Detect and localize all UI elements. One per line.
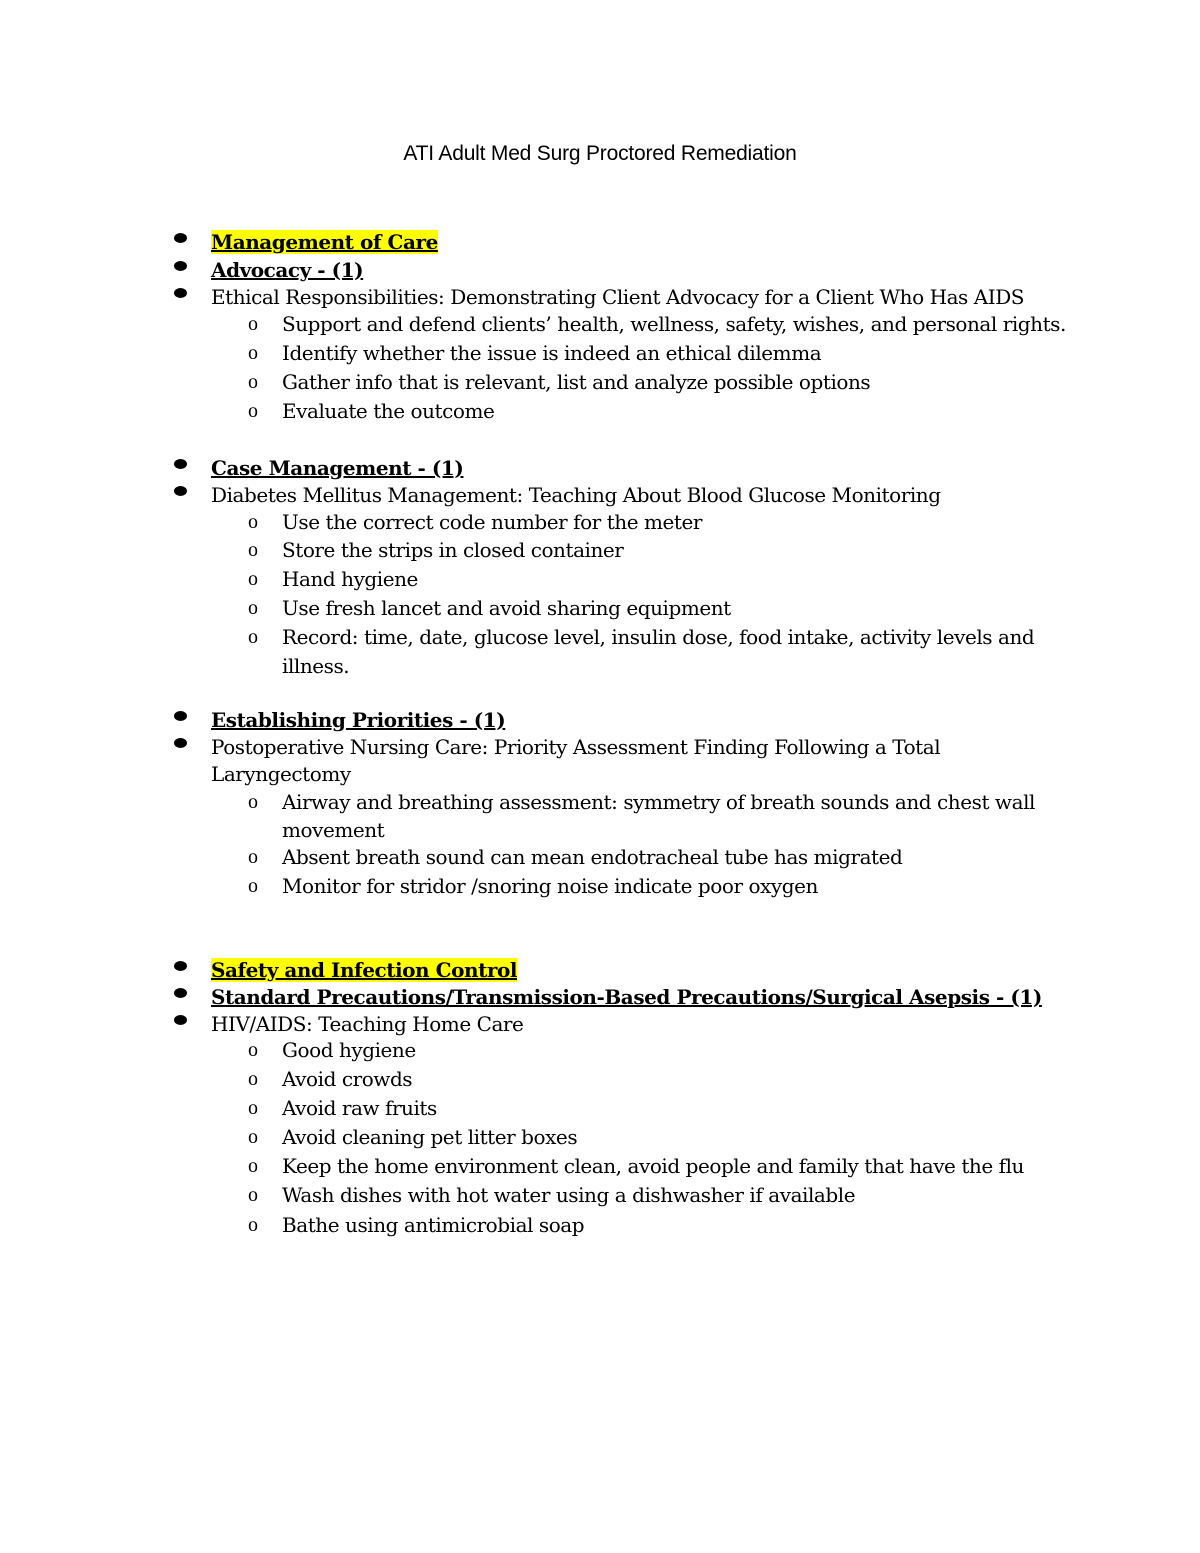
sub-bullet-icon: o (248, 1039, 258, 1061)
point-text: Bathe using antimicrobial soap (282, 1213, 585, 1237)
bullet-icon (174, 261, 187, 271)
point-text: Record: time, date, glucose level, insulin dose, food intake, activity levels and (282, 625, 1035, 649)
point-text: Gather info that is relevant, list and analyze possible options (282, 370, 871, 394)
point-text: Use fresh lancet and avoid sharing equipment (282, 596, 731, 620)
sub-bullet-icon: o (248, 846, 258, 868)
bullet-icon (174, 738, 187, 748)
point-text: Wash dishes with hot water using a dishwasher if available (282, 1183, 856, 1207)
bullet-icon (174, 988, 187, 998)
point-text: Monitor for stridor /snoring noise indicate poor oxygen (282, 874, 818, 898)
point-text: Good hygiene (282, 1038, 416, 1062)
point-text: Avoid cleaning pet litter boxes (282, 1125, 578, 1149)
bullet-icon (174, 961, 187, 971)
point-text-continued: illness. (282, 654, 350, 678)
point-text: Evaluate the outcome (282, 399, 495, 423)
sub-bullet-icon: o (248, 400, 258, 422)
sub-bullet-icon: o (248, 371, 258, 393)
sub-bullet-icon: o (248, 1214, 258, 1236)
sub-bullet-icon: o (248, 1126, 258, 1148)
sub-bullet-icon: o (248, 1097, 258, 1119)
bullet-icon (174, 1015, 187, 1025)
sub-bullet-icon: o (248, 791, 258, 813)
point-text: Identify whether the issue is indeed an ethical dilemma (282, 341, 822, 365)
point-text-continued: movement (282, 818, 385, 842)
sub-bullet-icon: o (248, 597, 258, 619)
item-text: HIV/AIDS: Teaching Home Care (211, 1012, 524, 1036)
sub-bullet-icon: o (248, 626, 258, 648)
category-label: Safety and Infection Control (211, 958, 517, 982)
topic-heading: Standard Precautions/Transmission-Based Precautions/Surgical Asepsis - (1) (211, 985, 1042, 1009)
sub-bullet-icon: o (248, 313, 258, 335)
page-title: ATI Adult Med Surg Proctored Remediation (403, 142, 797, 165)
sub-bullet-icon: o (248, 342, 258, 364)
item-text: Diabetes Mellitus Management: Teaching About Blood Glucose Monitoring (211, 483, 941, 507)
point-text: Store the strips in closed container (282, 538, 624, 562)
point-text: Use the correct code number for the meter (282, 510, 702, 534)
point-text: Avoid crowds (282, 1067, 413, 1091)
sub-bullet-icon: o (248, 539, 258, 561)
point-text: Hand hygiene (282, 567, 418, 591)
sub-bullet-icon: o (248, 875, 258, 897)
point-text: Avoid raw fruits (282, 1096, 437, 1120)
point-text: Absent breath sound can mean endotracheal tube has migrated (282, 845, 903, 869)
category-heading (211, 956, 517, 985)
sub-bullet-icon: o (248, 568, 258, 590)
bullet-icon (174, 288, 187, 298)
bullet-icon (174, 233, 187, 243)
category-heading (211, 228, 438, 257)
sub-bullet-icon: o (248, 1184, 258, 1206)
category-label: Management of Care (211, 230, 438, 254)
item-text-continued: Laryngectomy (211, 762, 351, 786)
topic-heading: Case Management - (1) (211, 456, 464, 480)
sub-bullet-icon: o (248, 1068, 258, 1090)
point-text: Airway and breathing assessment: symmetry of breath sounds and chest wall (282, 790, 1035, 814)
sub-bullet-icon: o (248, 511, 258, 533)
item-text: Ethical Responsibilities: Demonstrating Client Advocacy for a Client Who Has AIDS (211, 285, 1025, 309)
topic-heading: Advocacy - (1) (211, 258, 364, 282)
bullet-icon (174, 459, 187, 469)
point-text: Support and defend clients’ health, wellness, safety, wishes, and personal rights. (282, 312, 1066, 336)
sub-bullet-icon: o (248, 1155, 258, 1177)
topic-heading: Establishing Priorities - (1) (211, 708, 506, 732)
point-text: Keep the home environment clean, avoid people and family that have the flu (282, 1154, 1024, 1178)
bullet-icon (174, 711, 187, 721)
bullet-icon (174, 486, 187, 496)
item-text: Postoperative Nursing Care: Priority Assessment Finding Following a Total (211, 735, 941, 759)
